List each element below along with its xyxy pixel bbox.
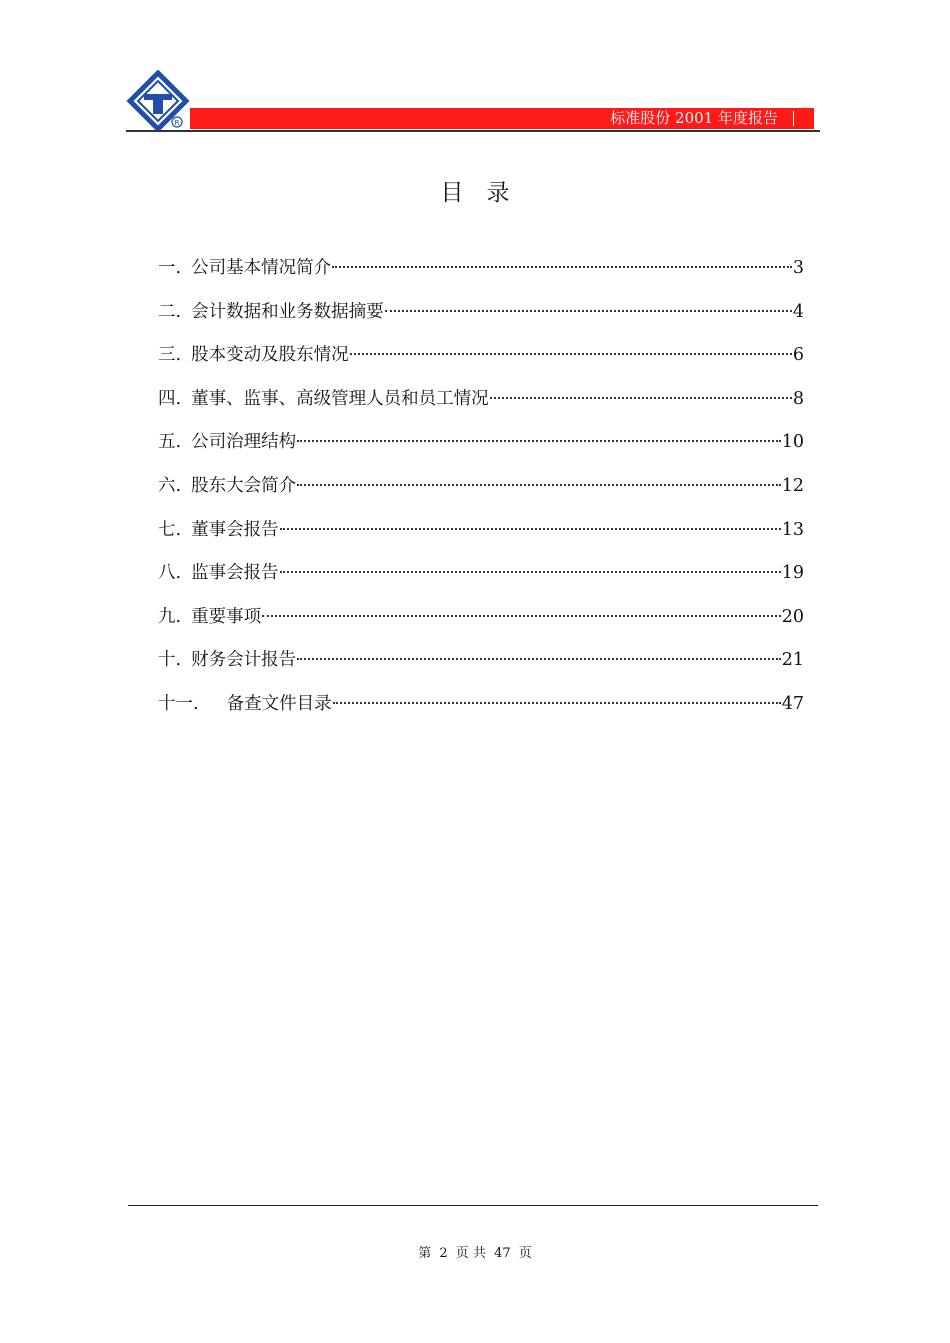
toc-entry[interactable] xyxy=(158,341,804,385)
toc-entry-page: 20 xyxy=(781,606,804,627)
toc-leader-dots xyxy=(297,658,781,660)
toc-entry-page: 21 xyxy=(781,650,804,671)
header-rule xyxy=(126,130,820,132)
header-divider xyxy=(793,111,794,126)
toc-entry-label: 重要事项 xyxy=(191,606,262,627)
toc-entry-page: 3 xyxy=(792,258,804,278)
toc-entry-page: 47 xyxy=(781,693,804,714)
footer-prefix: 第 xyxy=(418,1246,432,1261)
company-logo xyxy=(126,70,190,132)
toc-leader-dots xyxy=(385,310,792,312)
page-title xyxy=(0,174,950,207)
footer-rule xyxy=(128,1205,818,1206)
toc-entry-page: 6 xyxy=(792,345,804,366)
toc-entry-number: 五. xyxy=(158,432,182,453)
svg-text:R: R xyxy=(174,119,180,127)
toc-leader-dots xyxy=(297,440,781,442)
toc-entry[interactable] xyxy=(158,603,804,647)
toc-entry-number: 二. xyxy=(158,301,182,322)
toc-entry-label: 会计数据和业务数据摘要 xyxy=(191,301,384,322)
toc-entry-label: 公司基本情况简介 xyxy=(191,258,332,278)
toc-entry-number: 六. xyxy=(158,475,182,496)
toc-leader-dots xyxy=(350,353,792,355)
toc-entry[interactable] xyxy=(158,516,804,560)
toc-entry[interactable] xyxy=(158,254,804,298)
toc-entry-number: 一. xyxy=(158,258,182,278)
toc-entry-number: 十一. xyxy=(158,693,199,714)
footer-suffix: 页 xyxy=(518,1246,532,1261)
toc-entry-label: 董事、监事、高级管理人员和员工情况 xyxy=(191,388,489,409)
toc-entry-number: 八. xyxy=(158,563,182,584)
toc-entry-label: 董事会报告 xyxy=(191,519,279,540)
toc-entry-number: 十. xyxy=(158,650,182,671)
toc-entry-page: 19 xyxy=(781,563,804,584)
toc-leader-dots xyxy=(262,615,781,617)
toc-entry[interactable] xyxy=(158,646,804,690)
footer-page-number: 2 xyxy=(439,1246,448,1261)
toc-entry-label: 公司治理结构 xyxy=(191,432,297,453)
toc-entry[interactable] xyxy=(158,385,804,429)
toc-entry-label: 股本变动及股东情况 xyxy=(191,345,349,366)
toc-leader-dots xyxy=(332,266,792,268)
toc-entry-number: 七. xyxy=(158,519,182,540)
toc-entry-page: 10 xyxy=(781,432,804,453)
toc-entry[interactable] xyxy=(158,298,804,342)
toc-leader-dots xyxy=(297,484,781,486)
page-footer xyxy=(0,1242,950,1261)
toc-entry-label: 财务会计报告 xyxy=(191,650,297,671)
footer-total-pages: 47 xyxy=(494,1246,511,1261)
toc-leader-dots xyxy=(280,571,781,573)
toc-entry-number: 三. xyxy=(158,345,182,366)
header-report-title: 标准股份 2001 年度报告 xyxy=(610,109,778,127)
toc-entry[interactable] xyxy=(158,690,804,734)
toc-entry-label: 股东大会简介 xyxy=(191,475,297,496)
toc-entry-label: 监事会报告 xyxy=(191,563,279,584)
toc-entry[interactable] xyxy=(158,559,804,603)
toc-leader-dots xyxy=(280,528,781,530)
toc-leader-dots xyxy=(490,397,792,399)
toc-entry-page: 12 xyxy=(781,475,804,496)
toc-leader-dots xyxy=(333,702,781,704)
toc-entry-page: 8 xyxy=(792,388,804,409)
toc-entry-page: 4 xyxy=(792,301,804,322)
toc-title-text: 目 录 xyxy=(440,180,510,206)
toc-entry-page: 13 xyxy=(781,519,804,540)
footer-mid: 页 共 xyxy=(455,1246,486,1261)
toc-entry-label: 备查文件目录 xyxy=(226,693,332,714)
table-of-contents xyxy=(158,254,804,734)
toc-entry-number: 四. xyxy=(158,388,182,409)
toc-entry-number: 九. xyxy=(158,606,182,627)
header-bar xyxy=(190,108,814,129)
toc-entry[interactable] xyxy=(158,428,804,472)
toc-entry[interactable] xyxy=(158,472,804,516)
